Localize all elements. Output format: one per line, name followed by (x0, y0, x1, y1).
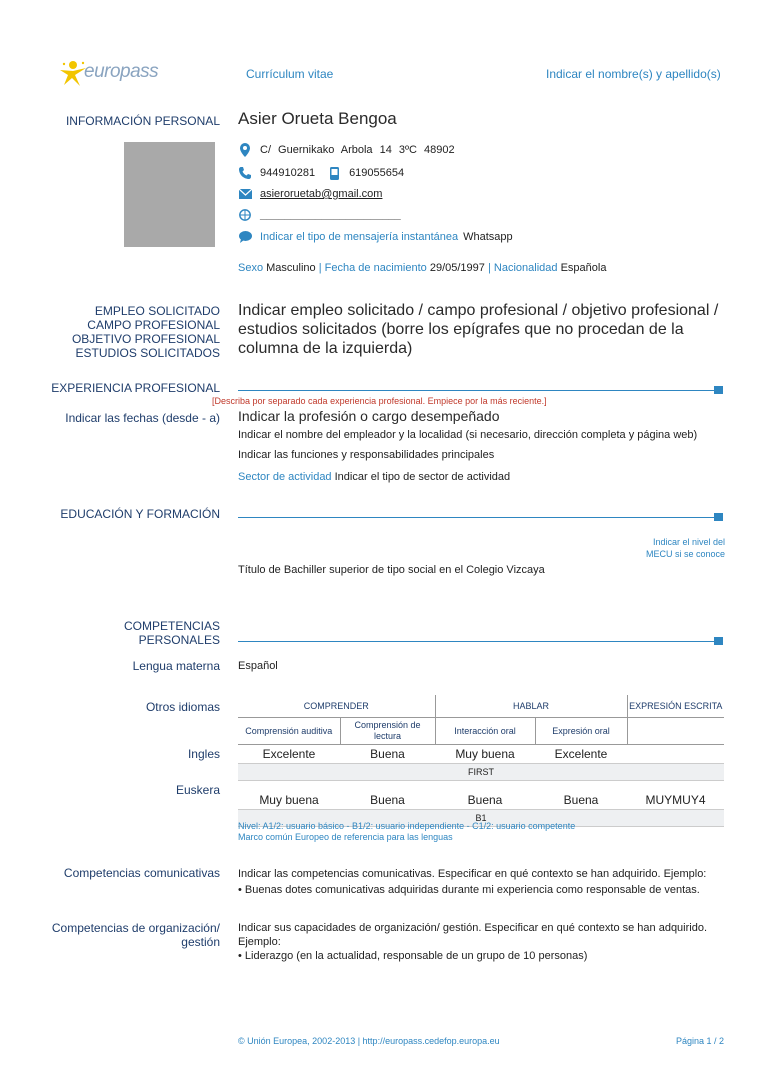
email-address[interactable]: asieroruetab@gmail.com (260, 188, 383, 200)
photo-placeholder (124, 142, 215, 247)
nationality-value: Española (560, 262, 607, 274)
header-expresion-escrita: EXPRESIÓN ESCRITA (627, 695, 724, 718)
lang-2-cert: B1 (238, 810, 724, 827)
header-comprender: COMPRENDER (238, 695, 435, 718)
phone-number[interactable]: 944910281 (260, 167, 316, 179)
section-divider (238, 641, 714, 642)
mother-tongue-value: Español (238, 660, 278, 672)
sex-label: Sexo (238, 262, 264, 274)
organisation-label (52, 921, 220, 949)
chat-bubble-icon (238, 230, 252, 244)
name-hint: Indicar el nombre(s) y apellido(s) (546, 67, 721, 81)
experience-note: [Describa por separado cada experiencia profesional. Empiece por la más reciente.] (212, 396, 547, 406)
table-header-row (238, 695, 724, 718)
sub-empty (627, 718, 724, 745)
lang-1-lectura: Buena (370, 747, 405, 761)
sector-label: Sector de actividad (238, 471, 332, 483)
web-placeholder: _______________________ (260, 209, 401, 221)
section-label-experience: EXPERIENCIA PROFESIONAL (51, 381, 220, 395)
web-globe-icon (238, 208, 252, 222)
im-label: Indicar el tipo de mensajería instantánea (260, 231, 459, 243)
skills-label-1: COMPETENCIAS (123, 619, 220, 633)
levels-line: Nivel: A1/2: usuario básico - B1/2: usuario independiente - C1/2: usuario competente (238, 821, 576, 831)
header-hablar: HABLAR (435, 695, 627, 718)
location-pin-icon (238, 143, 252, 157)
lang-2-interaccion: Buena (467, 793, 503, 807)
communication-label: Competencias comunicativas (63, 866, 220, 880)
web-row (238, 208, 401, 222)
job-label-group (72, 304, 220, 360)
sex-value: Masculino (266, 262, 316, 274)
table-row (238, 791, 724, 810)
skills-label-2: PERSONALES (138, 633, 220, 647)
languages-table (238, 695, 724, 827)
phone-icon (238, 166, 252, 180)
table-spacer-row (238, 781, 724, 792)
mecu-line-2: MECU si se conoce (645, 549, 725, 559)
framework-line: Marco común Europeo de referencia para las lenguas (238, 832, 453, 842)
section-marker (714, 637, 723, 645)
employer-text: Indicar el nombre del empleador y la localidad (si necesario, dirección completa y página web) (238, 429, 698, 441)
position-title: Indicar la profesión o cargo desempeñado (238, 408, 500, 424)
other-languages-label: Otros idiomas (145, 700, 220, 714)
communication-line-2: • Buenas dotes comunicativas adquiridas durante mi experiencia como responsable de ventas. (238, 884, 700, 896)
language-name-ingles: Ingles (187, 747, 220, 761)
lang-1-oral: Excelente (554, 747, 608, 761)
lang-1-cert: FIRST (238, 764, 724, 781)
im-row (238, 230, 513, 244)
job-label-2: CAMPO PROFESIONAL (87, 318, 220, 332)
full-name: Asier Orueta Bengoa (238, 109, 397, 128)
dates-label: Indicar las fechas (desde - a) (65, 411, 220, 425)
section-divider (238, 390, 714, 391)
mother-tongue-label: Lengua materna (132, 659, 220, 673)
section-label-personal: INFORMACIÓN PERSONAL (65, 114, 220, 128)
address-row (238, 143, 455, 157)
sector-value: Indicar el tipo de sector de actividad (334, 471, 511, 483)
table-row (238, 745, 724, 764)
footer-copyright: © Unión Europea, 2002-2013 | http://europass.cedefop.europa.eu (238, 1036, 500, 1046)
doc-title: Currículum vitae (246, 67, 334, 81)
phone-row (238, 166, 404, 180)
email-envelope-icon (238, 187, 252, 201)
lang-2-escrita: MUYMUY4 (645, 793, 706, 807)
organisation-text (238, 921, 707, 963)
lang-1-auditiva: Excelente (262, 747, 316, 761)
mobile-number[interactable]: 619055654 (349, 167, 405, 179)
sub-lectura: Comprensión de lectura (340, 718, 435, 745)
im-value: Whatsapp (463, 231, 513, 243)
communication-text (238, 866, 706, 898)
mecu-note (646, 536, 725, 560)
organisation-line-2: Ejemplo: (238, 936, 281, 948)
organisation-label-2: gestión (181, 935, 220, 949)
organisation-line-1: Indicar sus capacidades de organización/ gestión. Especificar en qué contexto se han adquirido. (238, 922, 708, 934)
nationality-label: Nacionalidad (493, 262, 558, 274)
sub-auditiva: Comprensión auditiva (238, 718, 340, 745)
birth-label: Fecha de nacimiento (324, 262, 427, 274)
language-name-euskera: Euskera (175, 783, 220, 797)
lang-2-lectura: Buena (370, 793, 405, 807)
address-text: C/ Guernikako Arbola 14 3ºC 48902 (260, 144, 455, 156)
education-title: Título de Bachiller superior de tipo social en el Colegio Vizcaya (238, 564, 545, 576)
sector-line (238, 471, 510, 483)
skills-label-group (124, 619, 220, 647)
lang-2-oral: Buena (563, 793, 599, 807)
lang-2-auditiva: Muy buena (259, 793, 319, 807)
section-divider (238, 517, 714, 518)
europass-logo (56, 58, 166, 88)
lang-1-interaccion: Muy buena (455, 747, 515, 761)
sub-expresion-oral: Expresión oral (535, 718, 627, 745)
table-subheader-row (238, 718, 724, 745)
personal-details-line (238, 262, 606, 274)
section-marker (714, 513, 723, 521)
email-row (238, 187, 382, 201)
separator: | (318, 262, 322, 274)
job-label-1: EMPLEO SOLICITADO (94, 304, 220, 318)
job-text: Indicar empleo solicitado / campo profesional / objetivo profesional / estudios solicitados (borre los epígrafes que no procedan de la columna de la izquierda) (238, 302, 719, 357)
section-marker (714, 386, 723, 394)
sub-interaccion: Interacción oral (435, 718, 535, 745)
communication-line-1: Indicar las competencias comunicativas. Especificar en qué contexto se han adquirido. Ejemplo: (238, 868, 707, 880)
levels-note (238, 821, 575, 843)
lang-1-escrita (627, 745, 724, 764)
organisation-label-1: Competencias de organización/ (51, 921, 220, 935)
duties-text: Indicar las funciones y responsabilidades principales (238, 449, 495, 461)
job-label-3: OBJETIVO PROFESIONAL (71, 332, 220, 346)
mecu-line-1: Indicar el nivel del (652, 537, 725, 547)
footer-page-number: Página 1 / 2 (675, 1036, 724, 1046)
section-label-education: EDUCACIÓN Y FORMACIÓN (60, 507, 220, 521)
job-label-4: ESTUDIOS SOLICITADOS (75, 346, 220, 360)
organisation-line-3: • Liderazgo (en la actualidad, responsable de un grupo de 10 personas) (238, 950, 588, 962)
separator: | (487, 262, 491, 274)
mobile-phone-icon (327, 166, 341, 180)
logo-text: europass (84, 61, 159, 82)
birth-value: 29/05/1997 (429, 262, 485, 274)
table-row (238, 764, 724, 781)
